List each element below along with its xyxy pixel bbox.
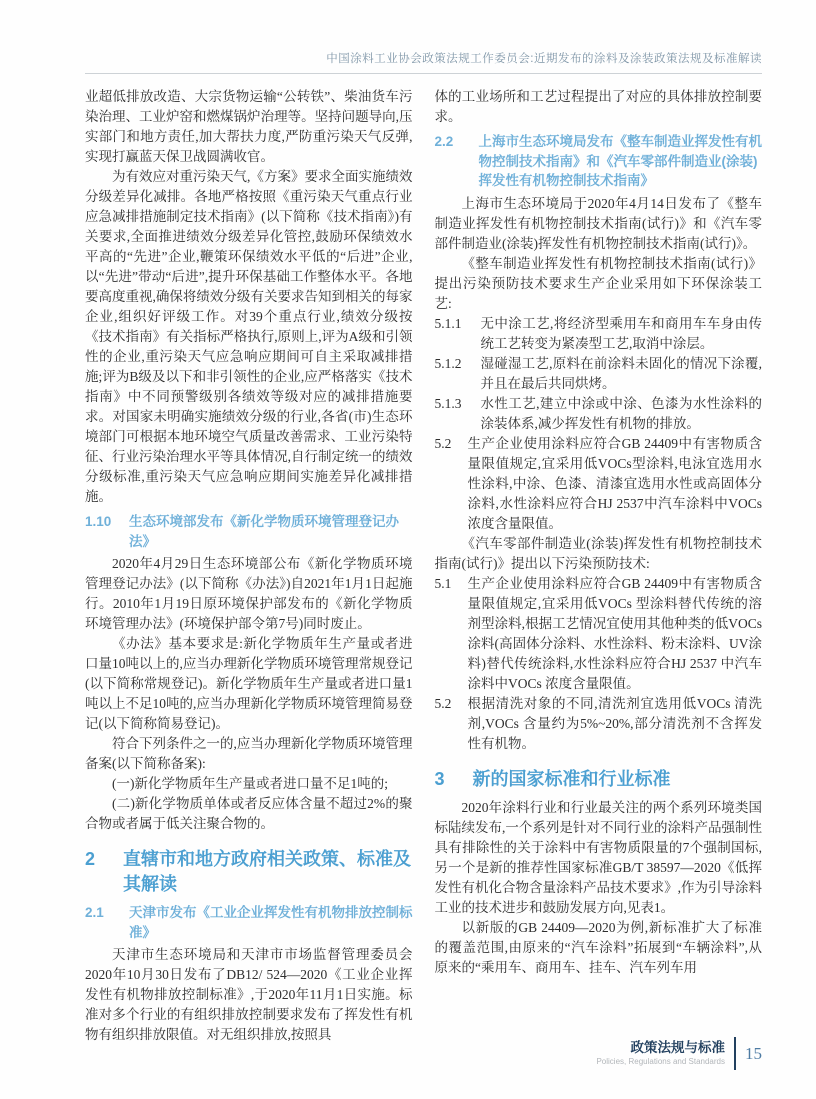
paragraph: 2020年涂料行业和行业最关注的两个系列环境类国标陆续发布,一个系列是针对不同行业的涂料产品强制性具有排除性的关于涂料中有害物质限量的7个强制国标,另一个是新的推荐性国家标准GB/T 38597—2020《低挥发性有机化合物含量涂料产品技术要求》,作为引导涂料工业的技术进步和鼓励发展方向,见表1。 [434, 799, 762, 915]
header-divider [85, 73, 762, 74]
paragraph: 为有效应对重污染天气,《方案》要求全面实施绩效分级差异化减排。各地严格按照《重污染天气重点行业应急减排措施制定技术指南》(以下简称《技术指南》)有关要求,全面推进绩效分级差异化管控,鼓励环保绩效水平高的“先进”企业,鞭策环保绩效水平低的“后进”企业,以“先进”带动“后进”,提升环保基础工作整体水平。各地要高度重视,确保将绩效分级有关要求告知到相关的每家企业,组织好评级工作。对39个重点行业,绩效分级按《技术指南》有关指标严格执行,原则上,评为A级和引领性的企业,重污染天气应急响应期间可自主采取减排措施;评为B级及以下和非引领性的企业,应严格落实《技术指南》中不同预警级别各绩效等级对应的减排措施要求。对国家未明确实施绩效分级的行业,各省(市)生态环境部门可根据本地环境空气质量改善需求、工业污染特征、行业污染治理水平等具体情况,自行制定统一的绩效分级标准,重污染天气应急响应期间实施差异化减排措施。 [85, 169, 413, 504]
footer-section-title-en: Policies, Regulations and Standards [596, 1057, 725, 1066]
paragraph: 《整车制造业挥发性有机物控制技术指南(试行)》提出污染预防技术要求生产企业采用如下环保涂装工艺: [434, 255, 762, 311]
page-footer [596, 1037, 762, 1070]
list-item [435, 574, 763, 694]
list-item-text: 根据清洗对象的不同,清洗剂宜选用低VOCs 清洗剂,VOCs 含量约为5%~20%,部分清洗剂不含挥发性有机物。 [467, 695, 762, 751]
paragraph: 《办法》基本要求是:新化学物质年生产量或者进口量10吨以上的,应当办理新化学物质环境管理常规登记(以下简称常规登记)。新化学物质年生产量或者进口量1吨以上不足10吨的,应当办理新化学物质环境管理简易登记(以下简称简易登记)。 [85, 636, 413, 731]
list-item-text: 无中涂工艺,将经济型乘用车和商用车车身由传统工艺转变为紧凑型工艺,取消中涂层。 [480, 315, 762, 351]
paragraph: 以新版的GB 24409—2020为例,新标准扩大了标准的覆盖范围,由原来的“汽车涂料”拓展到“车辆涂料”,从原来的“乘用车、商用车、挂车、汽车列车用 [434, 919, 762, 975]
list-item-number: 5.1.2 [434, 355, 462, 371]
subsection-heading-2-2 [435, 132, 763, 191]
list-item-number: 5.1.1 [434, 315, 462, 331]
paragraph: 2020年4月29日生态环境部公布《新化学物质环境管理登记办法》(以下简称《办法》)自2021年1月1日起施行。2010年1月19日原环境保护部发布的《新化学物质环境管理办法》(环境保护部令第7号)同时废止。 [85, 556, 413, 631]
running-header-title: 中国涂料工业协会政策法规工作委员会:近期发布的涂料及涂装政策法规及标准解读 [326, 53, 762, 65]
list-item [435, 314, 763, 354]
heading-number: 1.10 [85, 514, 112, 529]
subsection-heading-2-1 [85, 903, 413, 942]
heading-text: 天津市发布《工业企业挥发性有机物排放控制标准》 [129, 905, 413, 940]
list-item [435, 434, 763, 534]
paragraph: 符合下列条件之一的,应当办理新化学物质环境管理备案(以下简称备案): [85, 736, 413, 771]
heading-number: 2 [85, 849, 96, 869]
paragraph: 天津市生态环境局和天津市市场监督管理委员会2020年10月30日发布了DB12/ 524—2020《工业企业挥发性有机物排放控制标准》,于2020年11月1日实施。标准对多个行业的有组织排放控制要求发布了挥发性有机物有组织排放限值。对无组织排放,按照具 [85, 947, 413, 1042]
list-item [435, 694, 763, 754]
footer-divider-bar [734, 1037, 736, 1070]
subsection-heading-1-10 [85, 512, 413, 551]
list-item-text: 生产企业使用涂料应符合GB 24409中有害物质含量限值规定,宜采用低VOCs 型涂料替代传统的溶剂型涂料,根据工艺情况宜使用其他种类的低VOCs涂料(高固体分涂料、水性涂料、粉末涂料、UV涂料)替代传统涂料,水性涂料应符合HJ 2537 中汽车涂料中VOCs 浓度含量限值。 [467, 575, 762, 691]
list-item-number: 5.1.3 [434, 395, 462, 411]
paragraph: 业超低排放改造、大宗货物运输“公转铁”、柴油货车污染治理、工业炉窑和燃煤锅炉治理等。坚持问题导向,压实部门和地方责任,加大帮扶力度,严防重污染天气反弹,实现打赢蓝天保卫战圆满收官。 [85, 89, 413, 164]
list-item [435, 394, 763, 434]
right-column [435, 87, 763, 978]
list-item-text: 水性工艺,建立中涂或中涂、色漆为水性涂料的涂装体系,减少挥发性有机物的排放。 [480, 395, 762, 431]
list-item-number: 5.2 [434, 435, 452, 451]
heading-text: 上海市生态环境局发布《整车制造业挥发性有机物控制技术指南》和《汽车零部件制造业(涂装)挥发性有机物控制技术指南》 [478, 134, 762, 188]
heading-text: 新的国家标准和行业标准 [472, 768, 671, 789]
heading-number: 2.2 [434, 134, 454, 149]
heading-text: 生态环境部发布《新化学物质环境管理登记办法》 [129, 514, 399, 549]
paragraph: (一)新化学物质年生产量或者进口量不足1吨的; [112, 776, 388, 791]
section-heading-2 [85, 847, 413, 897]
paragraph: 上海市生态环境局于2020年4月14日发布了《整车制造业挥发性有机物控制技术指南(试行)》和《汽车零部件制造业(涂装)挥发性有机物控制技术指南(试行)》。 [434, 195, 762, 251]
footer-section-titles [596, 1040, 734, 1067]
list-item-text: 生产企业使用涂料应符合GB 24409中有害物质含量限值规定,宜采用低VOCs型涂料,电泳宜选用水性涂料,中涂、色漆、清漆宜选用水性或高固体分涂料,水性涂料应符合HJ 2537中汽车涂料中VOCs浓度含量限值。 [467, 435, 762, 531]
footer-section-title-cn: 政策法规与标准 [630, 1040, 725, 1055]
paragraph: 《汽车零部件制造业(涂装)挥发性有机物控制技术指南(试行)》提出以下污染预防技术: [434, 535, 762, 571]
heading-number: 3 [434, 768, 445, 789]
paragraph: 体的工业场所和工艺过程提出了对应的具体排放控制要求。 [434, 89, 762, 124]
paragraph: (二)新化学物质单体或者反应体含量不超过2%的聚合物或者属于低关注聚合物的。 [85, 796, 413, 831]
heading-text: 直辖市和地方政府相关政策、标准及其解读 [123, 849, 411, 894]
section-heading-3 [435, 767, 763, 792]
two-column-body [85, 87, 762, 1045]
list-item [435, 354, 763, 394]
page-content [85, 50, 762, 1045]
list-item-number: 5.2 [434, 695, 452, 711]
page-number: 15 [745, 1043, 762, 1063]
list-item-number: 5.1 [434, 575, 452, 591]
left-column [85, 87, 413, 1045]
heading-number: 2.1 [85, 905, 104, 920]
list-item-text: 湿碰湿工艺,原料在前涂料未固化的情况下涂覆,并且在最后共同烘烤。 [480, 355, 762, 391]
